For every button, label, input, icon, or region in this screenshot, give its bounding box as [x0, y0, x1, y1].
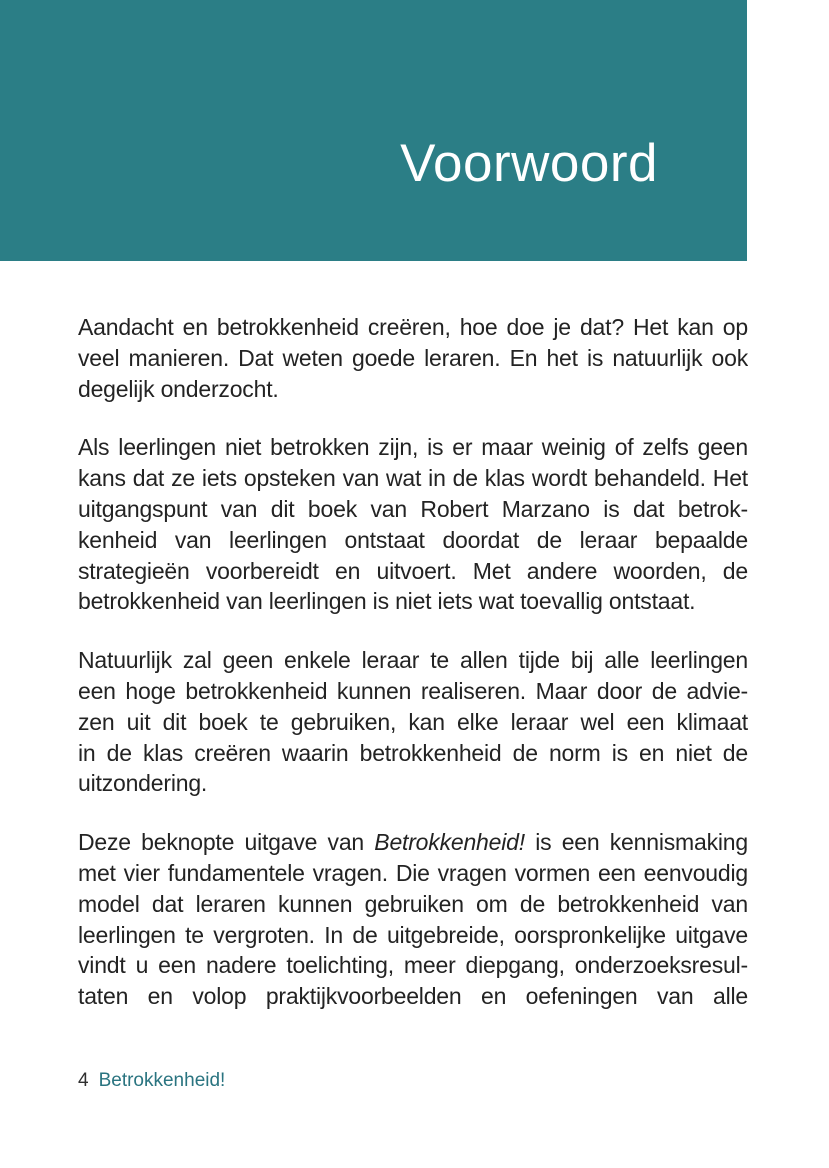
text-segment: taten en volop praktijkvoorbeelden en oefeningen van alle	[78, 983, 748, 1010]
text-line	[78, 556, 748, 587]
text-line	[78, 920, 748, 951]
text-line	[78, 463, 748, 494]
text-line	[78, 525, 748, 556]
book-title: Betrokkenheid!	[98, 1070, 226, 1091]
text-line	[78, 889, 748, 920]
page-footer	[78, 1070, 225, 1092]
text-segment: Aandacht en betrokkenheid creëren, hoe doe je dat? Het kan op	[78, 314, 748, 340]
text-segment: in de klas creëren waarin betrokkenheid de norm is en niet de	[78, 739, 748, 766]
text-segment: een hoge betrokkenheid kunnen realiseren. Maar door de advie-	[78, 677, 748, 704]
text-line	[78, 494, 748, 525]
text-segment: betrokkenheid van leerlingen is niet iets wat toevallig ontstaat.	[78, 588, 696, 615]
paragraph	[78, 432, 748, 617]
chapter-header-band	[0, 0, 747, 261]
text-line	[78, 738, 748, 769]
text-line	[78, 827, 748, 858]
text-segment: model dat leraren kunnen gebruiken om de betrokkenheid van	[78, 890, 748, 917]
text-line	[78, 707, 748, 738]
text-segment: vindt u een nadere toelichting, meer diepgang, onderzoeksresul-	[78, 952, 748, 979]
text-line	[78, 432, 748, 463]
text-line	[78, 981, 748, 1012]
text-segment: zen uit dit boek te gebruiken, kan elke leraar wel een klimaat	[78, 708, 748, 735]
text-line	[78, 950, 748, 981]
text-segment: Als leerlingen niet betrokken zijn, is er maar weinig of zelfs geen	[78, 434, 748, 461]
text-segment: met vier fundamentele vragen. Die vragen vormen een eenvoudig	[78, 859, 748, 886]
text-segment: leerlingen te vergroten. In de uitgebreide, oorspronkelijke uitgave	[78, 921, 748, 948]
text-segment: is een kennismaking	[524, 829, 748, 856]
text-line	[78, 645, 748, 676]
text-line	[78, 343, 748, 374]
text-segment: strategieën voorbereidt en uitvoert. Met andere woorden, de	[78, 557, 748, 584]
text-line	[78, 768, 748, 799]
text-segment: Deze beknopte uitgave van	[78, 829, 375, 856]
page-title: Voorwoord	[400, 134, 658, 193]
paragraph	[78, 827, 748, 1012]
italic-text-segment: Betrokkenheid!	[374, 829, 525, 856]
paragraph	[78, 645, 748, 799]
text-segment: degelijk onderzocht.	[78, 375, 279, 402]
text-segment: Natuurlijk zal geen enkele leraar te allen tijde bij alle leerlingen	[78, 647, 748, 674]
text-line	[78, 676, 748, 707]
text-segment: uitzondering.	[78, 770, 208, 797]
text-line	[78, 374, 748, 405]
text-segment: veel manieren. Dat weten goede leraren. En het is natuurlijk ook	[78, 344, 748, 371]
page-number: 4	[78, 1070, 89, 1091]
paragraph	[78, 312, 748, 404]
text-line	[78, 312, 748, 343]
text-segment: uitgangspunt van dit boek van Robert Marzano is dat betrok-	[78, 495, 748, 522]
body-text	[78, 312, 748, 1040]
text-line	[78, 858, 748, 889]
text-segment: kenheid van leerlingen ontstaat doordat de leraar bepaalde	[78, 526, 748, 553]
text-segment: kans dat ze iets opsteken van wat in de klas wordt behandeld. Het	[78, 465, 748, 492]
text-line	[78, 586, 748, 617]
